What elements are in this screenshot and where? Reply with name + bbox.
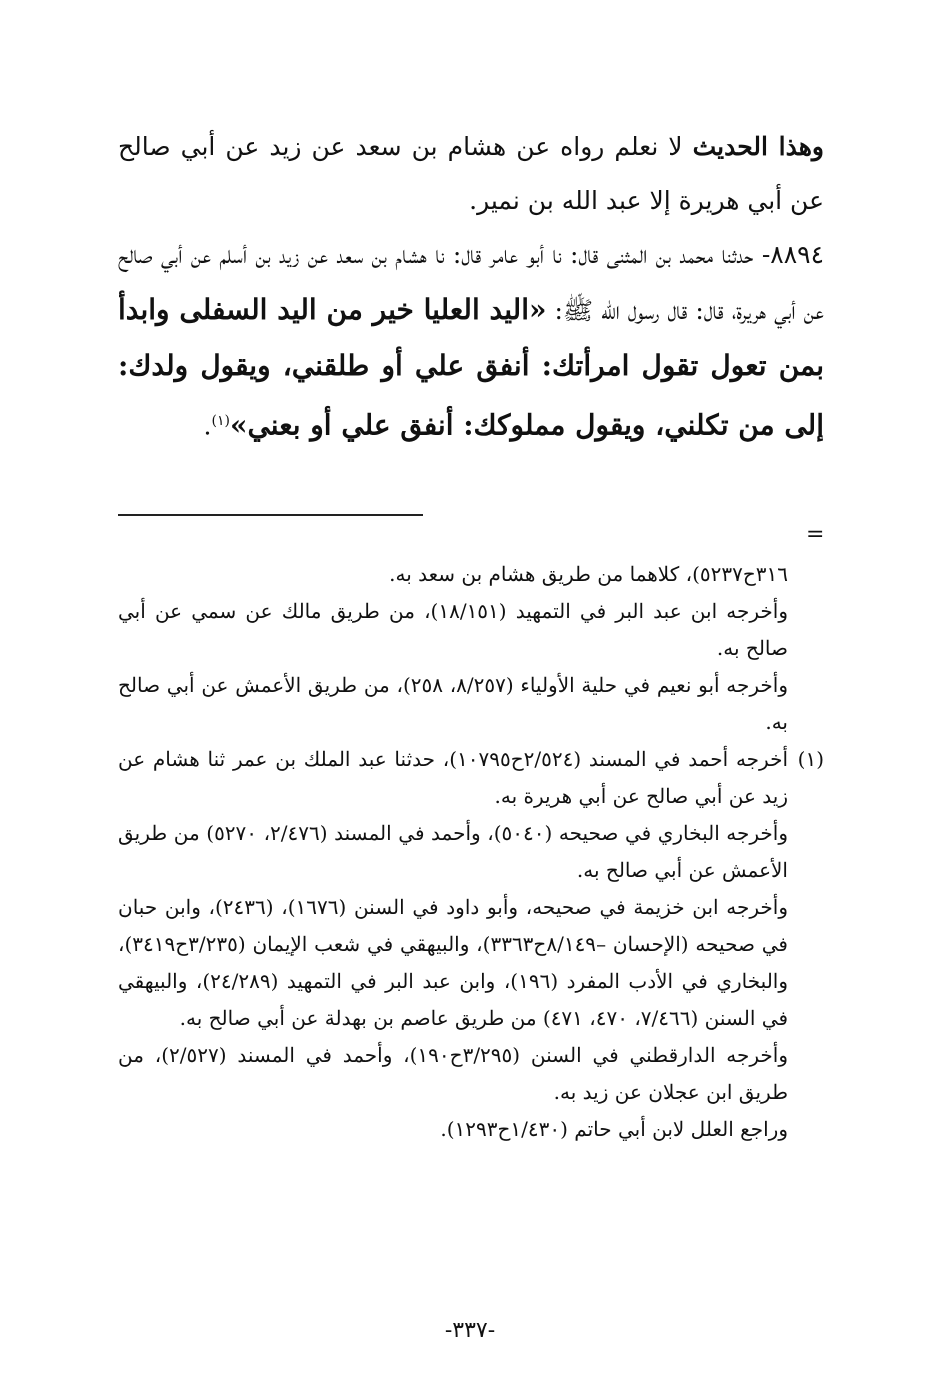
paragraph-1-bold: وهذا الحديث — [692, 132, 825, 161]
footnote-line-2: وأخرجه أبو نعيم في حلية الأولياء (٨/٢٥٧، ٢٥٨)، من طريق الأعمش عن أبي صالح به. — [118, 673, 788, 734]
footnote-1 — [118, 741, 824, 815]
paragraph-1 — [118, 120, 824, 228]
footnote-line-1: وأخرجه ابن عبد البر في التمهيد (١٨/١٥١)، من طريق مالك عن سمي عن أبي صالح به. — [118, 599, 788, 660]
hadith-8894 — [118, 228, 824, 453]
footnote-1-line-4: وراجع العلل لابن أبي حاتم (١/٤٣٠ح١٢٩٣). — [440, 1117, 788, 1141]
footnote-line-0: ٣١٦ح٥٢٣٧)، كلاهما من طريق هشام بن سعد به. — [389, 562, 788, 586]
page-number: -٣٣٧- — [444, 1318, 496, 1343]
footnote-1-line-2: وأخرجه ابن خزيمة في صحيحه، وأبو داود في السنن (١٦٧٦)، (٢٤٣٦)، وابن حبان في صحيحه (الإحسان –٨/١٤٩ح٣٣٦٣)، والبيهقي في شعب الإيمان (٣/٢٣٥ح٣٤١٩)، والبخاري في الأدب المفرد (١٩٦)، وابن عبد البر في التمهيد (٢٤/٢٨٩)، والبيهقي في السنن (٧/٤٦٦، ٤٧٠، ٤٧١) من طريق عاصم بن بهدلة عن أبي صالح به. — [118, 895, 789, 1030]
footnote-1-line-3: وأخرجه الدارقطني في السنن (٣/٢٩٥ح١٩٠)، وأحمد في المسند (٢/٥٢٧)، من طريق ابن عجلان عن زيد به. — [118, 1043, 788, 1104]
footnote-1-line-1: وأخرجه البخاري في صحيحه (٥٠٤٠)، وأحمد في المسند (٢/٤٧٦، ٥٢٧٠) من طريق الأعمش عن أبي صالح به. — [118, 821, 789, 882]
paragraph-1-text: لا نعلم رواه عن هشام بن سعد عن زيد عن أبي صالح عن أبي هريرة إلا عبد الله بن نمير. — [118, 132, 824, 215]
main-text — [118, 120, 824, 453]
footnotes — [118, 556, 824, 1148]
footnote-separator — [118, 514, 423, 516]
hadith-matn: «اليد العليا خير من اليد السفلى وابدأ بمن تعول تقول امرأتك: أنفق علي أو طلقني، ويقول ولدك: إلى من تكلني، ويقول مملوكك: أنفق علي أو بعني» — [118, 293, 824, 442]
hadith-isnad: ٨٨٩٤- حدثنا محمد بن المثنى قال: نا أبو عامر قال: نا هشام بن سعد عن زيد بن أسلم عن أبي صالح عن أبي هريرة، قال: قال رسول الله ﷺ: — [118, 240, 824, 325]
hadith-end: . — [203, 411, 212, 441]
footnote-ref-1[interactable]: (١) — [211, 413, 230, 429]
footnote-1-number: (١) — [797, 747, 824, 771]
footnote-1-text-0: أخرجه أحمد في المسند (٢/٥٢٤ح١٠٧٩٥)، حدثنا عبد الملك بن عمر ثنا هشام عن زيد عن أبي صالح عن أبي هريرة به. — [118, 747, 788, 808]
continuation-mark: = — [806, 522, 825, 547]
